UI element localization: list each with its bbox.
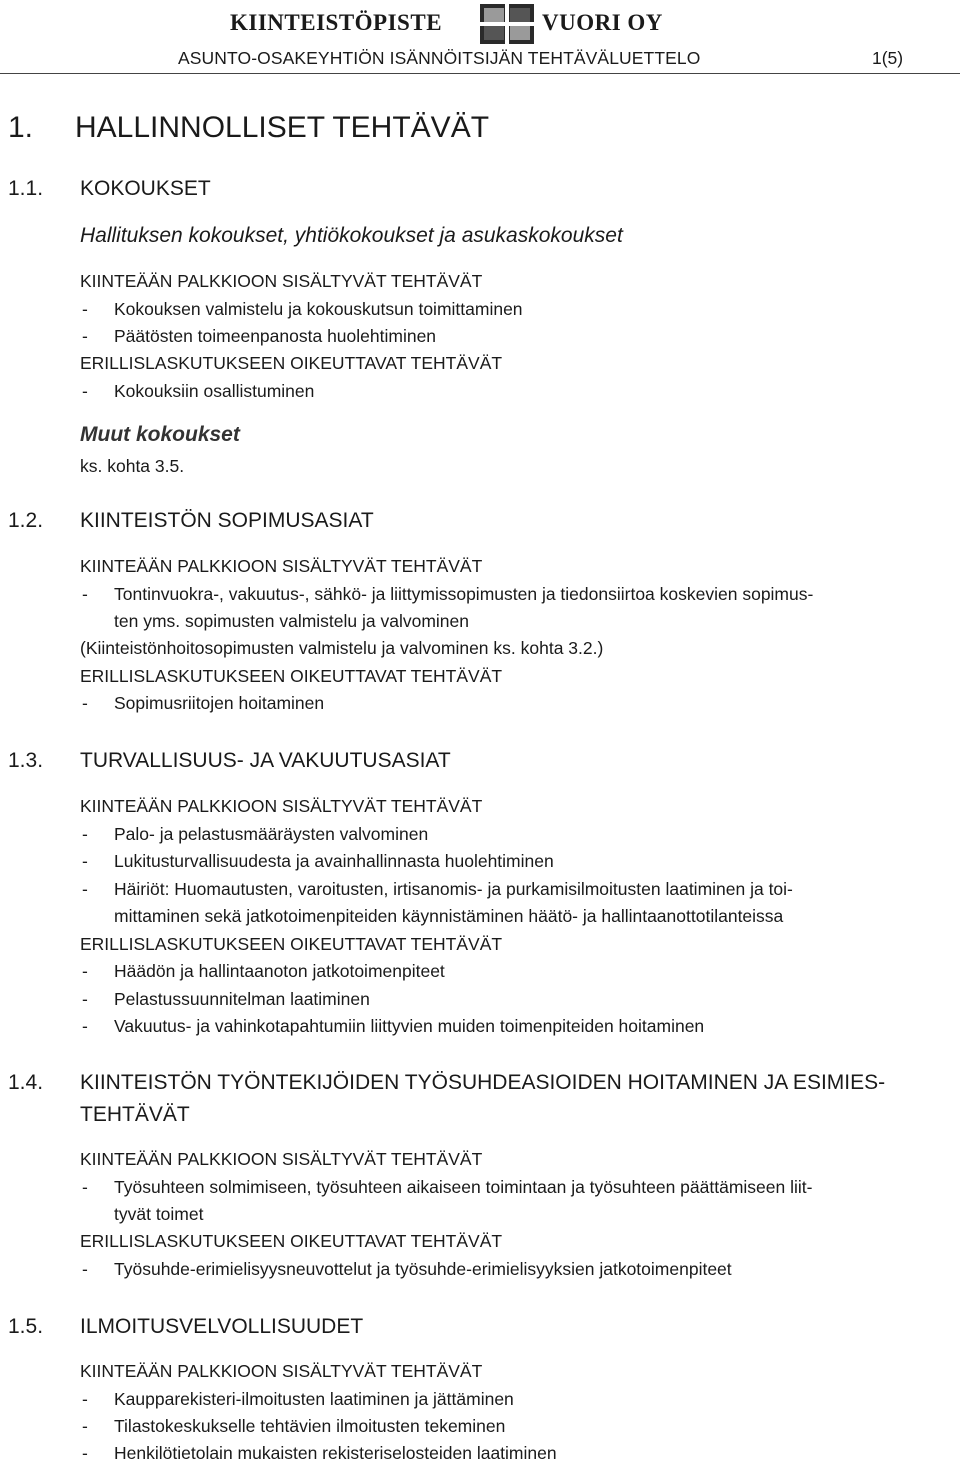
list-item: Kokouksen valmistelu ja kokouskutsun toimittaminen [114, 299, 523, 319]
company-logo-icon [480, 4, 534, 44]
list-item-dash: - [82, 326, 88, 346]
section-1-3-title: TURVALLISUUS- JA VAKUUTUSASIAT [80, 749, 451, 772]
section-note: (Kiinteistönhoitosopimusten valmistelu ja valvominen ks. kohta 3.2.) [80, 638, 604, 658]
list-item-continuation: mittaminen sekä jatkotoimenpiteiden käynnistäminen häätö- ja hallintaanottotilanteissa [114, 906, 784, 926]
list-item: Palo- ja pelastusmääräysten valvominen [114, 824, 429, 844]
section-1-5-number: 1.5. [8, 1315, 44, 1338]
list-item-continuation: tyvät toimet [114, 1204, 204, 1224]
section-1-4-number: 1.4. [8, 1071, 44, 1094]
section-1-1-subtitle: Hallituksen kokoukset, yhtiökokoukset ja asukaskokoukset [80, 224, 623, 247]
section-1-1-title: KOKOUKSET [80, 177, 211, 200]
list-item-dash: - [82, 989, 88, 1009]
separate-billing-label: ERILLISLASKUTUKSEEN OIKEUTTAVAT TEHTÄVÄT [80, 353, 503, 373]
main-section-title: HALLINNOLLISET TEHTÄVÄT [75, 111, 490, 144]
list-item: Kokouksiin osallistuminen [114, 381, 315, 401]
separate-billing-label: ERILLISLASKUTUKSEEN OIKEUTTAVAT TEHTÄVÄT [80, 666, 503, 686]
list-item-dash: - [82, 1416, 88, 1436]
list-item-dash: - [82, 961, 88, 981]
list-item-continuation: ten yms. sopimusten valmistelu ja valvominen [114, 611, 470, 631]
section-1-5-title: ILMOITUSVELVOLLISUUDET [80, 1315, 364, 1338]
other-meetings-reference: ks. kohta 3.5. [80, 456, 185, 476]
document-title: ASUNTO-OSAKEYHTIÖN ISÄNNÖITSIJÄN TEHTÄVÄLUETTELO [178, 48, 701, 68]
section-1-2-number: 1.2. [8, 509, 44, 532]
other-meetings-heading: Muut kokoukset [80, 423, 240, 446]
separate-billing-label: ERILLISLASKUTUKSEEN OIKEUTTAVAT TEHTÄVÄT [80, 1231, 503, 1251]
list-item-dash: - [82, 299, 88, 319]
list-item-dash: - [82, 1259, 88, 1279]
separate-billing-label: ERILLISLASKUTUKSEEN OIKEUTTAVAT TEHTÄVÄT [80, 934, 503, 954]
section-1-4-title-continuation: TEHTÄVÄT [80, 1103, 190, 1126]
list-item: Häiriöt: Huomautusten, varoitusten, irtisanomis- ja purkamisilmoitusten laatiminen ja toi- [114, 879, 793, 899]
list-item-dash: - [82, 1443, 88, 1463]
list-item: Kaupparekisteri-ilmoitusten laatiminen ja jättäminen [114, 1389, 514, 1409]
list-item: Tilastokeskukselle tehtävien ilmoitusten tekeminen [114, 1416, 506, 1436]
main-section-number: 1. [8, 111, 34, 144]
list-item: Työsuhteen solmimiseen, työsuhteen aikaiseen toimintaan ja työsuhteen päättämiseen liit- [114, 1177, 813, 1197]
company-header [230, 4, 690, 44]
list-item: Työsuhde-erimielisyysneuvottelut ja työsuhde-erimielisyyksien jatkotoimenpiteet [114, 1259, 732, 1279]
list-item-dash: - [82, 584, 88, 604]
included-tasks-label: KIINTEÄÄN PALKKIOON SISÄLTYVÄT TEHTÄVÄT [80, 1149, 483, 1169]
list-item: Lukitusturvallisuudesta ja avainhallinnasta huolehtiminen [114, 851, 554, 871]
list-item: Häädön ja hallintaanoton jatkotoimenpiteet [114, 961, 445, 981]
included-tasks-label: KIINTEÄÄN PALKKIOON SISÄLTYVÄT TEHTÄVÄT [80, 556, 483, 576]
list-item: Sopimusriitojen hoitaminen [114, 693, 325, 713]
list-item: Päätösten toimeenpanosta huolehtiminen [114, 326, 437, 346]
list-item-dash: - [82, 693, 88, 713]
list-item: Vakuutus- ja vahinkotapahtumiin liittyvien muiden toimenpiteiden hoitaminen [114, 1016, 705, 1036]
header-divider [0, 73, 960, 74]
list-item: Tontinvuokra-, vakuutus-, sähkö- ja liittymissopimusten ja tiedonsiirtoa koskevien sopimus- [114, 584, 814, 604]
list-item-dash: - [82, 1016, 88, 1036]
list-item-dash: - [82, 824, 88, 844]
list-item-dash: - [82, 1389, 88, 1409]
section-1-3-number: 1.3. [8, 749, 44, 772]
section-1-1-number: 1.1. [8, 177, 44, 200]
page-number: 1(5) [872, 48, 904, 68]
company-name-left: KIINTEISTÖPISTE [230, 10, 443, 35]
included-tasks-label: KIINTEÄÄN PALKKIOON SISÄLTYVÄT TEHTÄVÄT [80, 271, 483, 291]
list-item-dash: - [82, 851, 88, 871]
list-item-dash: - [82, 1177, 88, 1197]
included-tasks-label: KIINTEÄÄN PALKKIOON SISÄLTYVÄT TEHTÄVÄT [80, 796, 483, 816]
list-item-dash: - [82, 879, 88, 899]
section-1-4-title: KIINTEISTÖN TYÖNTEKIJÖIDEN TYÖSUHDEASIOIDEN HOITAMINEN JA ESIMIES- [80, 1071, 886, 1094]
list-item-dash: - [82, 381, 88, 401]
list-item: Pelastussuunnitelman laatiminen [114, 989, 370, 1009]
list-item: Henkilötietolain mukaisten rekisteriselosteiden laatiminen [114, 1443, 557, 1463]
section-1-2-title: KIINTEISTÖN SOPIMUSASIAT [80, 509, 374, 532]
included-tasks-label: KIINTEÄÄN PALKKIOON SISÄLTYVÄT TEHTÄVÄT [80, 1361, 483, 1381]
company-name-right: VUORI OY [542, 10, 663, 35]
